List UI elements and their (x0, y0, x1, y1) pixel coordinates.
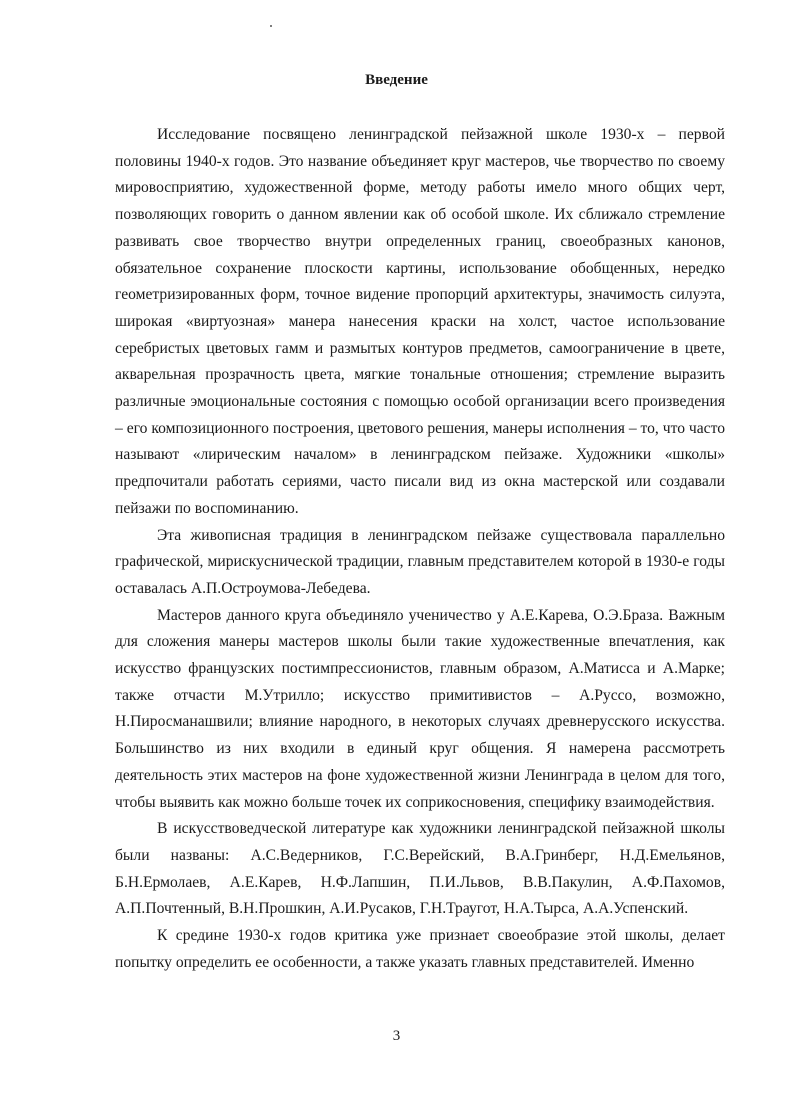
scan-speck (270, 25, 272, 27)
paragraph-1: Исследование посвящено ленинградской пейзажной школе 1930-х – первой половины 1940-х годов. Это название объединяет круг мастеров, чье творчество по своему мировосприятию, художественной форме, методу работы имело много общих черт, позволяющих говорить о данном явлении как об особой школе. Их сближало стремление развивать свое творчество внутри определенных границ, своеобразных канонов, обязательное сохранение плоскости картины, использование обобщенных, нередко геометризированных форм, точное видение пропорций архитектуры, значимость силуэта, широкая «виртуозная» манера нанесения краски на холст, частое использование серебристых цветовых гамм и размытых контуров предметов, самоограничение в цвете, акварельная прозрачность цвета, мягкие тональные отношения; стремление выразить различные эмоциональные состояния с помощью особой организации всего произведения – его композиционного построения, цветового решения, манеры исполнения – то, что часто называют «лирическим началом» в ленинградском пейзаже. Художники «школы» предпочитали работать сериями, часто писали вид из окна мастерской или создавали пейзажи по воспоминанию. (115, 126, 725, 517)
paragraph-3: Мастеров данного круга объединяло ученичество у А.Е.Карева, О.Э.Браза. Важным для сложения манеры мастеров школы были такие художественные впечатления, как искусство французских постимпрессионистов, главным образом, А.Матисса и А.Марке; также отчасти М.Утрилло; искусство примитивистов – А.Руссо, возможно, Н.Пиросманашвили; влияние народного, в некоторых случаях древнерусского искусства. Большинство из них входили в единый круг общения. Я намерена рассмотреть деятельность этих мастеров на фоне художественной жизни Ленинграда в целом для того, чтобы выявить как можно больше точек их соприкосновения, специфику взаимодействия. (115, 606, 725, 811)
paragraph-4: В искусствоведческой литературе как художники ленинградской пейзажной школы были названы: А.С.Ведерников, Г.С.Верейский, В.А.Гринберг, Н.Д.Емельянов, Б.Н.Ермолаев, А.Е.Карев, Н.Ф.Лапшин, П.И.Львов, В.В.Пакулин, А.Ф.Пахомов, А.П.Почтенный, В.Н.Прошкин, А.И.Русаков, Г.Н.Траугот, Н.А.Тырса, А.А.Успенский. (115, 820, 725, 918)
document-body (115, 122, 725, 977)
page-title: Введение (365, 72, 428, 88)
paragraph-2: Эта живописная традиция в ленинградском пейзаже существовала параллельно графической, мирискуснической традиции, главным представителем которой в 1930-е годы оставалась А.П.Остроумова-Лебедева. (115, 526, 725, 597)
paragraph-5: К средине 1930-х годов критика уже признает своеобразие этой школы, делает попытку определить ее особенности, а также указать главных представителей. Именно (115, 927, 725, 971)
page-number: 3 (392, 1028, 401, 1044)
